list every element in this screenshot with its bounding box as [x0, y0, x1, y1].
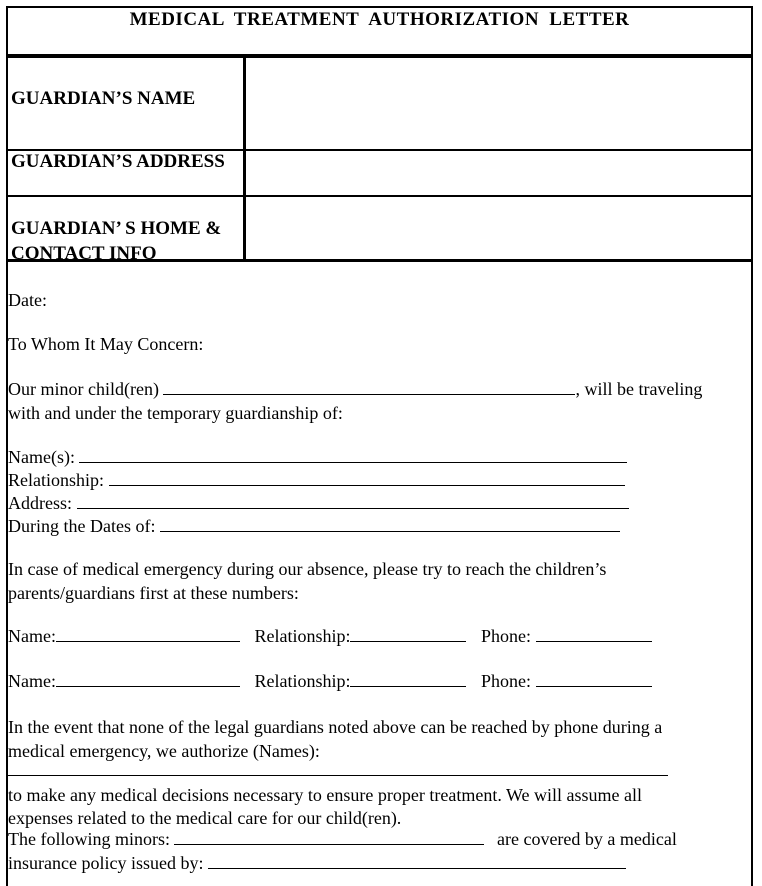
- contact-relationship-label: Relationship:: [254, 671, 351, 691]
- names-blank[interactable]: [79, 448, 627, 463]
- guardian-address-label: GUARDIAN’S ADDRESS: [8, 151, 246, 196]
- minors-suffix: are covered by a medical: [496, 829, 677, 849]
- insurance-line: [8, 853, 626, 874]
- relationship-line: [8, 470, 625, 491]
- contact-row-1: [8, 626, 652, 647]
- event-text-line2: medical emergency, we authorize (Names):: [8, 741, 320, 761]
- insurance-label: insurance policy issued by:: [8, 853, 204, 873]
- guardian-contact-label-line2: CONTACT INFO: [11, 243, 157, 264]
- emergency-text-line1: In case of medical emergency during our absence, please try to reach the children’s: [8, 559, 607, 579]
- guardian-contact-label: [8, 197, 246, 264]
- contact-relationship-label: Relationship:: [254, 626, 351, 646]
- contact-relationship-blank[interactable]: [350, 672, 466, 687]
- salutation: To Whom It May Concern:: [8, 334, 204, 354]
- guardian-name-row: [8, 56, 751, 150]
- minor-children-label: Our minor child(ren): [8, 379, 159, 399]
- minor-children-blank[interactable]: [163, 380, 575, 395]
- contact-phone-label: Phone:: [480, 626, 531, 646]
- names-label: Name(s):: [8, 447, 75, 467]
- contact-relationship-blank[interactable]: [350, 627, 466, 642]
- relationship-blank[interactable]: [109, 471, 625, 486]
- dates-label: During the Dates of:: [8, 516, 156, 536]
- authorized-names-blank[interactable]: [8, 761, 668, 776]
- contact-phone-blank[interactable]: [536, 627, 652, 642]
- address-label: Address:: [8, 493, 72, 513]
- contact-name-label: Name:: [8, 626, 56, 646]
- guardian-address-field[interactable]: [249, 151, 751, 196]
- minors-blank[interactable]: [174, 830, 484, 845]
- decisions-text-line1: to make any medical decisions necessary to ensure proper treatment. We will assume all: [8, 785, 643, 805]
- guardian-contact-row: [8, 195, 751, 264]
- event-text-line1: In the event that none of the legal guardians noted above can be reached by phone during a: [8, 717, 663, 737]
- contact-name-blank[interactable]: [56, 627, 240, 642]
- decisions-text-line2: expenses related to the medical care for our child(ren).: [8, 808, 402, 828]
- contact-name-label: Name:: [8, 671, 56, 691]
- names-line: [8, 447, 627, 468]
- contact-phone-blank[interactable]: [536, 672, 652, 687]
- guardian-contact-label-line1: GUARDIAN’ S HOME &: [11, 218, 222, 239]
- guardian-info-table: [8, 56, 751, 262]
- contact-row-2: [8, 671, 652, 692]
- authorized-names-line: [8, 760, 668, 781]
- contact-name-blank[interactable]: [56, 672, 240, 687]
- guardian-address-row: [8, 149, 751, 196]
- relationship-label: Relationship:: [8, 470, 104, 490]
- guardianship-line: with and under the temporary guardianship of:: [8, 403, 343, 423]
- minor-children-line: [8, 379, 702, 400]
- minor-children-suffix: , will be traveling: [575, 379, 703, 399]
- dates-line: [8, 516, 620, 537]
- emergency-text-line2: parents/guardians first at these numbers:: [8, 583, 299, 603]
- form-title: MEDICAL TREATMENT AUTHORIZATION LETTER: [8, 8, 751, 56]
- address-line: [8, 493, 629, 514]
- dates-blank[interactable]: [160, 517, 620, 532]
- authorization-form: [6, 6, 753, 886]
- date-label: Date:: [8, 290, 47, 310]
- minors-label: The following minors:: [8, 829, 170, 849]
- contact-phone-label: Phone:: [480, 671, 531, 691]
- guardian-name-label: GUARDIAN’S NAME: [8, 58, 246, 150]
- address-blank[interactable]: [77, 494, 629, 509]
- guardian-contact-field[interactable]: [249, 197, 751, 259]
- insurance-blank[interactable]: [208, 854, 626, 869]
- guardian-name-field[interactable]: [249, 58, 751, 150]
- minors-line: [8, 829, 677, 850]
